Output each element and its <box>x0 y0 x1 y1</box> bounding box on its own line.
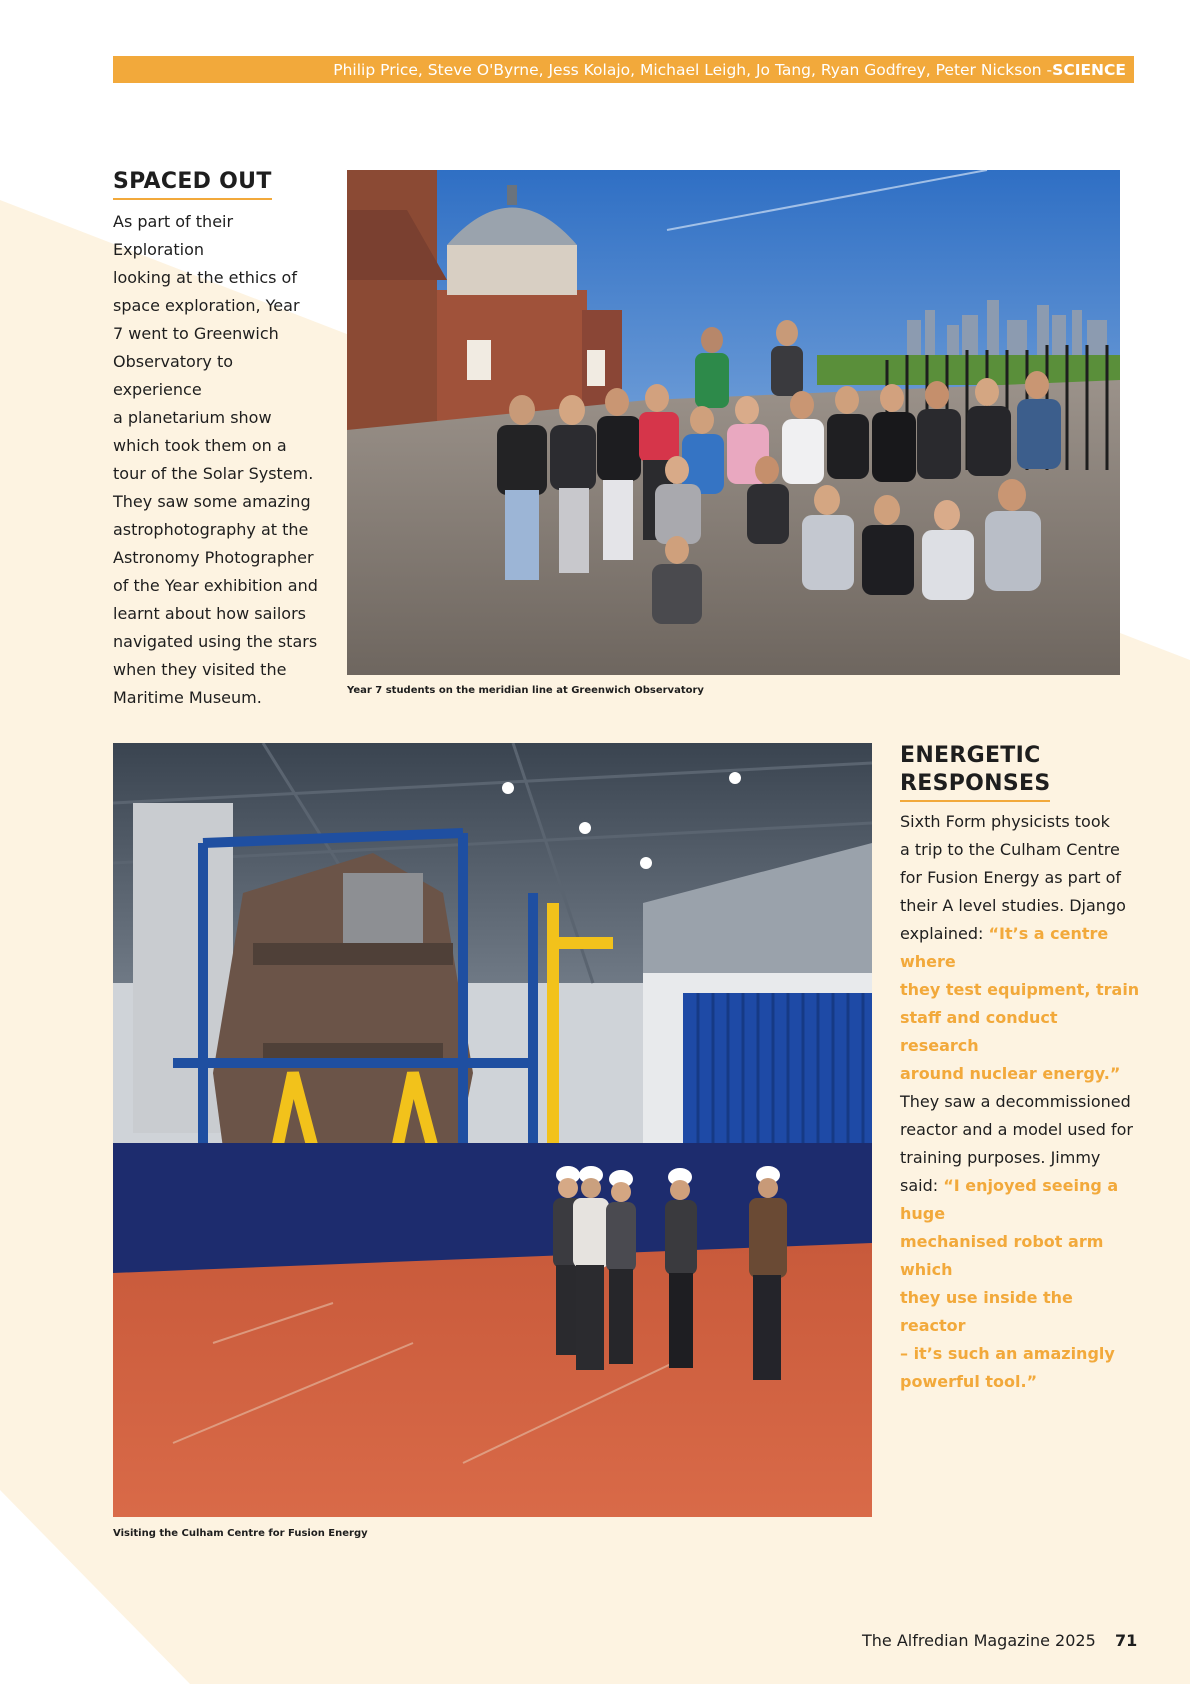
article2-line: reactor and a model used for <box>900 1120 1133 1139</box>
article1-line: of the Year exhibition and <box>113 576 318 595</box>
jimmy-quote: “I enjoyed seeing a huge <box>900 1176 1119 1223</box>
greenwich-photo-caption: Year 7 students on the meridian line at Greenwich Observatory <box>347 685 704 696</box>
article2-line-text: said: <box>900 1176 944 1195</box>
article2-line: Sixth Form physicists took <box>900 812 1110 831</box>
footer-magazine-title: The Alfredian Magazine 2025 <box>862 1631 1096 1650</box>
article1-line: Maritime Museum. <box>113 688 262 707</box>
article2-line <box>900 1172 1140 1228</box>
article1-line: Astronomy Photographer <box>113 548 314 567</box>
article2-line: a trip to the Culham Centre <box>900 840 1120 859</box>
article1-line: which took them on a <box>113 436 287 455</box>
article2-line: They saw a decommissioned <box>900 1092 1131 1111</box>
jimmy-quote-line: – it’s such an amazingly <box>900 1344 1115 1363</box>
article2-line: for Fusion Energy as part of <box>900 868 1121 887</box>
article1-line: As part of their Exploration <box>113 212 234 259</box>
article1-body <box>113 208 323 712</box>
header-bar <box>113 56 1134 83</box>
article2-title-line1: ENERGETIC <box>900 743 1041 768</box>
article1-line: 7 went to Greenwich <box>113 324 279 343</box>
article2-title-line2: RESPONSES <box>900 770 1050 802</box>
article1-line: looking at the ethics of <box>113 268 297 287</box>
django-quote-line: they test equipment, train <box>900 980 1140 999</box>
article1-line: space exploration, Year <box>113 296 300 315</box>
article1-line: when they visited the <box>113 660 287 679</box>
article1-title-text: SPACED OUT <box>113 168 272 200</box>
django-quote-line: around nuclear energy.” <box>900 1064 1121 1083</box>
jimmy-quote-line: mechanised robot arm which <box>900 1232 1104 1279</box>
article1-line: astrophotography at the <box>113 520 309 539</box>
culham-photo <box>113 743 872 1517</box>
article1-line: They saw some amazing <box>113 492 311 511</box>
article2-line-text: explained: <box>900 924 989 943</box>
article1-line: learnt about how sailors <box>113 604 306 623</box>
culham-photo-caption: Visiting the Culham Centre for Fusion Energy <box>113 1528 368 1539</box>
header-subject: SCIENCE <box>1052 60 1126 79</box>
article1-line: navigated using the stars <box>113 632 318 651</box>
django-quote-line: staff and conduct research <box>900 1008 1058 1055</box>
article2-line <box>900 920 1140 976</box>
django-quote: “It’s a centre where <box>900 924 1109 971</box>
greenwich-photo <box>347 170 1120 675</box>
article1-title <box>113 168 272 200</box>
article1-line: tour of the Solar System. <box>113 464 314 483</box>
article1-line: Observatory to experience <box>113 352 234 399</box>
article2-line: their A level studies. Django <box>900 896 1126 915</box>
article2-title <box>900 742 1050 802</box>
article2-line: training purposes. Jimmy <box>900 1148 1101 1167</box>
article1-line: a planetarium show <box>113 408 272 427</box>
article2-body <box>900 808 1140 1396</box>
page-number: 71 <box>1115 1631 1138 1650</box>
jimmy-quote-line: they use inside the reactor <box>900 1288 1073 1335</box>
header-authors: Philip Price, Steve O'Byrne, Jess Kolajo, Michael Leigh, Jo Tang, Ryan Godfrey, Peter Nickson - <box>333 60 1053 79</box>
jimmy-quote-line: powerful tool.” <box>900 1372 1038 1391</box>
